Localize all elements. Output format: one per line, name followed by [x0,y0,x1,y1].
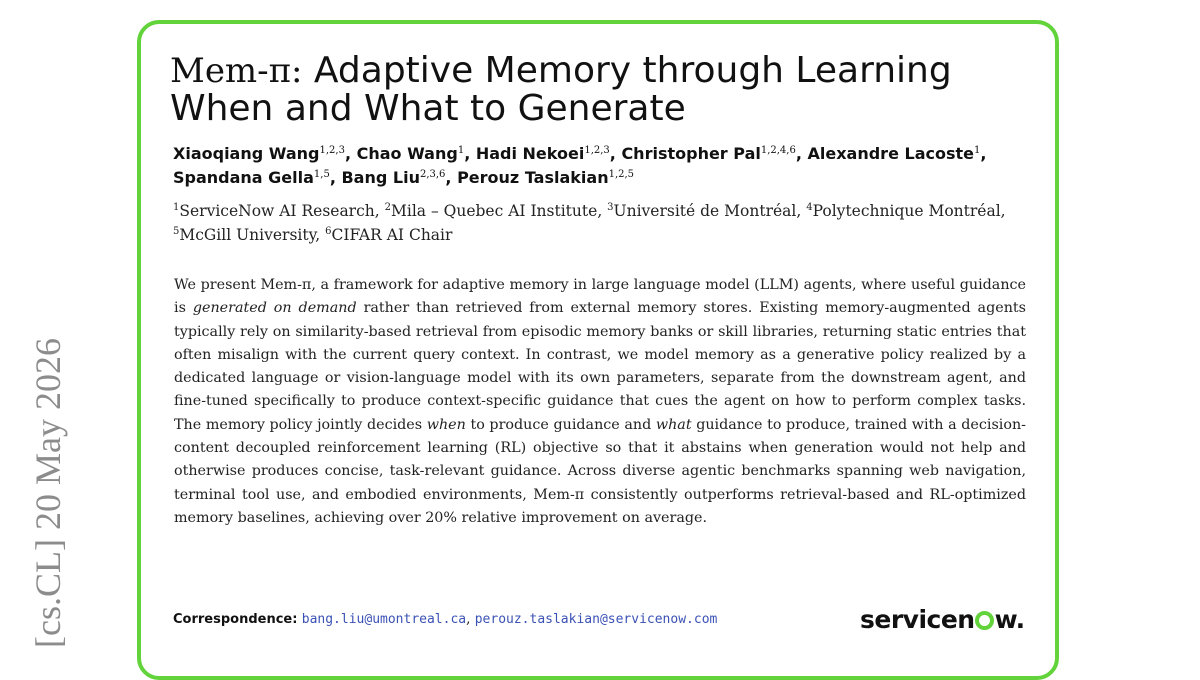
email-link-bang-liu[interactable]: bang.liu@umontreal.ca [301,612,467,627]
author: Alexandre Lacoste$^1$, [807,144,987,163]
affiliation: $^4$Polytechnique Montréal, [806,202,1006,220]
author-list [173,142,1033,190]
correspondence-label: Correspondence: [173,612,298,627]
correspondence-line: Correspondence: bang.liu@umontreal.ca, perouz.taslakian@servicenow.com [173,611,718,627]
affiliation: $^1$ServiceNow AI Research, [173,202,385,220]
servicenow-logo: servicen w. [860,605,1025,634]
affiliation: $^3$Université de Montréal, [607,202,807,220]
title-line1: Adaptive Memory through Learning [302,50,952,91]
affiliation: $^6$CIFAR AI Chair [325,226,453,244]
affiliation: $^2$Mila – Quebec AI Institute, [384,202,608,220]
author: Chao Wang$^1$, [356,144,476,163]
affiliation: $^5$McGill University, [173,226,326,244]
author: Spandana Gella$^{1,5}$, [173,168,342,187]
author: Xiaoqiang Wang$^{1,2,3}$, [173,144,357,163]
author: Perouz Taslakian$^{1,2,5}$ [457,168,635,187]
emphasis: generated on demand [192,300,357,317]
emphasis: what [655,416,692,433]
arxiv-side-stamp: [cs.CL] 20 May 2026 [28,338,68,648]
author: Bang Liu$^{2,3,6}$, [341,168,458,187]
title-mem-pi: Mem-π: [170,51,303,91]
logo-o-mark [975,611,994,630]
email-link-perouz-taslakian[interactable]: perouz.taslakian@servicenow.com [474,612,718,627]
emphasis: when [426,416,466,433]
title-line2: When and What to Generate [170,88,686,129]
paper-title [170,52,1040,127]
author: Hadi Nekoei$^{1,2,3}$, [475,144,622,163]
abstract: We present Mem-π, a framework for adaptive memory in large language model (LLM) agents, where useful guidance is generated on demand rather than retrieved from external memory stores. Existing memory-augmented agents typically rely on similarity-based retrieval from episodic memory banks or skill libraries, returning static entries that often misalign with the current query context. In contrast, we model memory as a generative policy realized by a dedicated language or vision-language model with its own parameters, separate from the downstream agent, and fine-tuned specifically to produce context-specific guidance that cues the agent on how to perform complex tasks. The memory policy jointly decides when to produce guidance and what guidance to produce, trained with a decision-content decoupled reinforcement learning (RL) objective so that it abstains when generation would not help and otherwise produces concise, task-relevant guidance. Across diverse agentic benchmarks spanning web navigation, terminal tool use, and embodied environments, Mem-π consistently outperforms retrieval-based and RL-optimized memory baselines, achieving over 20% relative improvement on average. [174,277,1026,526]
affiliation-list [173,199,1033,247]
author: Christopher Pal$^{1,2,4,6}$, [621,144,808,163]
